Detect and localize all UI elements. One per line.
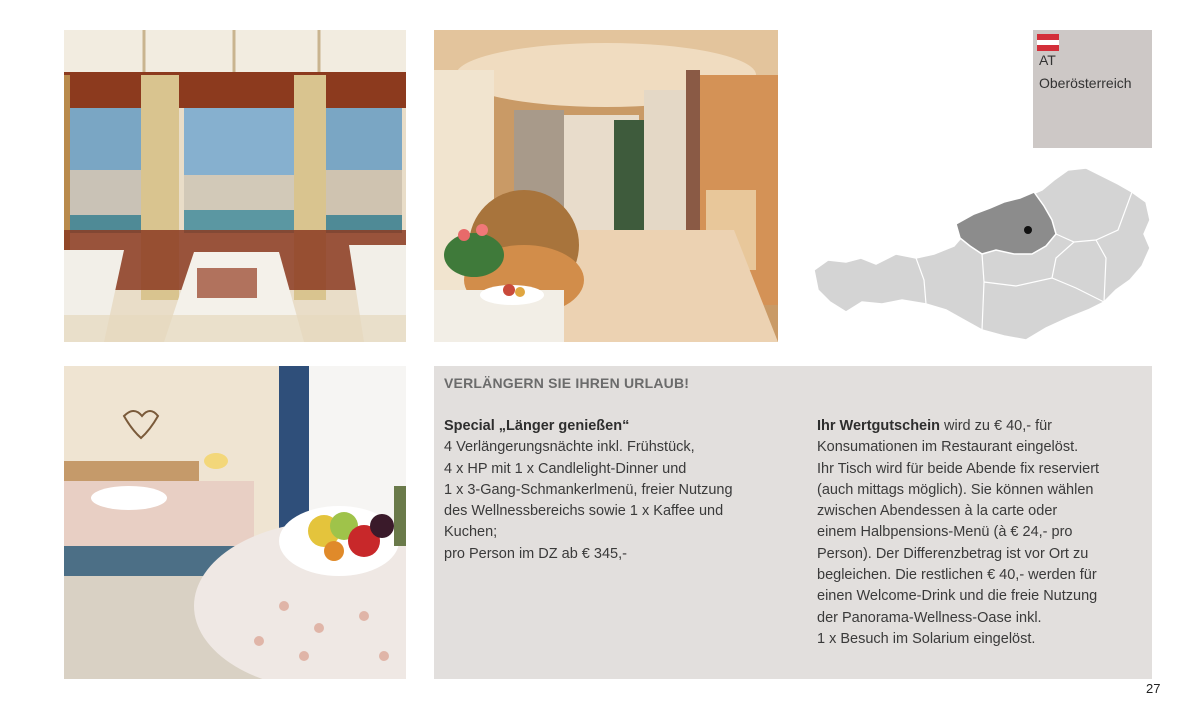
- special-offer-price: pro Person im DZ ab € 345,-: [444, 545, 627, 562]
- special-offer-line: 1 x 3-Gang-Schmankerlmenü, freier Nutzung: [444, 481, 733, 498]
- voucher-intro: [817, 416, 1147, 437]
- flag-stripe-bottom: [1037, 45, 1059, 51]
- voucher-line: einen Welcome-Drink und die freie Nutzung: [817, 588, 1098, 605]
- region-label-box: [1033, 30, 1152, 148]
- voucher-title: Ihr Wertgutschein: [817, 418, 940, 434]
- region-name: Oberösterreich: [1039, 75, 1132, 91]
- austria-map: [806, 162, 1156, 347]
- page-number: 27: [1146, 681, 1161, 696]
- voucher-line: der Panorama-Wellness-Oase inkl.: [817, 609, 1042, 626]
- voucher-line: Konsumationen im Restaurant eingelöst.: [817, 439, 1079, 456]
- special-offer-line: Kuchen;: [444, 524, 498, 541]
- voucher-line: Ihr Tisch wird für beide Abende fix reserviert: [817, 460, 1100, 477]
- offer-panel: [434, 366, 1152, 679]
- special-offer-line: 4 Verlängerungsnächte inkl. Frühstück,: [444, 439, 695, 456]
- voucher-intro-rest: wird zu € 40,- für: [940, 418, 1053, 434]
- voucher-line: (auch mittags möglich). Sie können wählen: [817, 481, 1094, 498]
- voucher-line: zwischen Abendessen à la carte oder: [817, 503, 1058, 520]
- voucher-line: begleichen. Die restlichen € 40,- werden für: [817, 567, 1097, 584]
- restaurant-photo: [64, 30, 406, 342]
- special-offer-line: des Wellnessbereichs sowie 1 x Kaffee und: [444, 503, 724, 520]
- wellness-photo: [434, 30, 778, 342]
- special-offer-title: Special „Länger genießen“: [444, 418, 630, 434]
- special-offer-column: [444, 416, 784, 565]
- voucher-column: [817, 416, 1147, 650]
- city-marker: [1024, 226, 1032, 234]
- bedroom-photo: [64, 366, 406, 679]
- voucher-line: Person). Der Differenzbetrag ist vor Ort zu: [817, 545, 1089, 562]
- map-region-highlight: [956, 192, 1056, 254]
- offer-headline: VERLÄNGERN SIE IHREN URLAUB!: [444, 375, 690, 391]
- country-code: AT: [1039, 52, 1056, 68]
- voucher-line: einem Halbpensions-Menü (à € 24,- pro: [817, 524, 1073, 541]
- special-offer-line: 4 x HP mit 1 x Candlelight-Dinner und: [444, 460, 687, 477]
- voucher-line: 1 x Besuch im Solarium eingelöst.: [817, 630, 1036, 647]
- austria-flag-icon: [1037, 34, 1059, 51]
